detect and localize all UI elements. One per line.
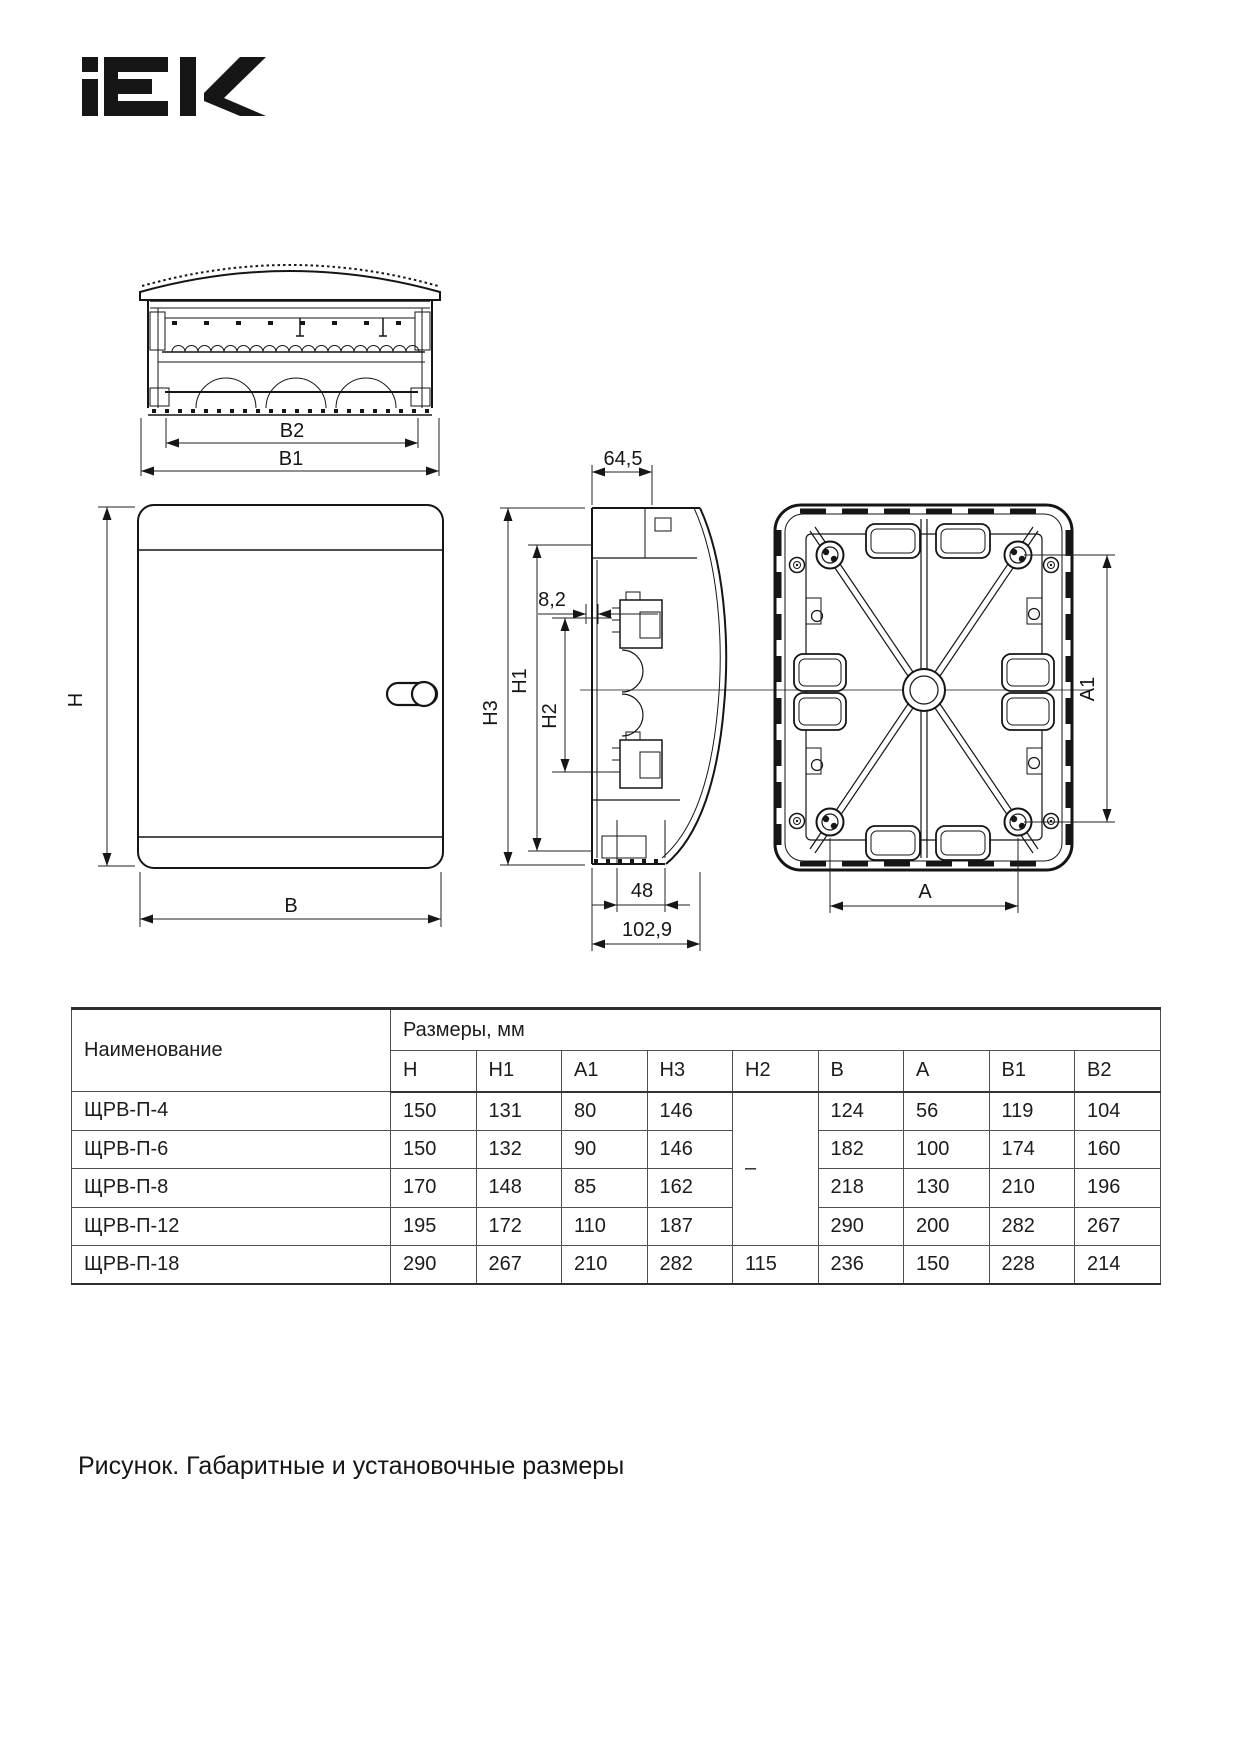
cell-h1: 172 (476, 1207, 562, 1246)
cell-a: 100 (904, 1130, 990, 1169)
cell-name: ЩРВ-П-8 (72, 1169, 391, 1208)
cell-h2: 115 (733, 1246, 819, 1285)
col-header-h: Н (391, 1051, 477, 1092)
cell-name: ЩРВ-П-18 (72, 1246, 391, 1285)
dim-h (65, 507, 135, 866)
door-lock (412, 682, 436, 706)
cell-a: 56 (904, 1092, 990, 1131)
cell-h: 150 (391, 1130, 477, 1169)
dim-b2 (166, 418, 418, 448)
cell-h3: 162 (647, 1169, 733, 1208)
cell-b1: 174 (989, 1130, 1075, 1169)
col-header-b2: В2 (1075, 1051, 1161, 1092)
col-header-h1: Н1 (476, 1051, 562, 1092)
cell-a: 130 (904, 1169, 990, 1208)
figure-caption: Рисунок. Габаритные и установочные размеры (78, 1452, 625, 1480)
cell-h3: 146 (647, 1130, 733, 1169)
cell-b1: 119 (989, 1092, 1075, 1131)
top-view (140, 265, 440, 476)
dim-label-a: A (918, 881, 932, 903)
col-header-b: В (818, 1051, 904, 1092)
cell-b1: 282 (989, 1207, 1075, 1246)
iek-logo (82, 57, 266, 116)
dim-label-b1: B1 (278, 448, 304, 470)
cell-name: ЩРВ-П-12 (72, 1207, 391, 1246)
cell-h1: 148 (476, 1169, 562, 1208)
cell-h1: 267 (476, 1246, 562, 1285)
col-header-a: А (904, 1051, 990, 1092)
cell-b2: 104 (1075, 1092, 1161, 1131)
dim-depth-top (592, 448, 652, 505)
dim-label-a1: A1 (1077, 676, 1099, 702)
cell-a1: 210 (562, 1246, 648, 1285)
table-row (72, 1092, 1161, 1131)
cell-name: ЩРВ-П-4 (72, 1092, 391, 1131)
col-header-h3: Н3 (647, 1051, 733, 1092)
col-header-a1: А1 (562, 1051, 648, 1092)
cell-h1: 132 (476, 1130, 562, 1169)
cell-a1: 85 (562, 1169, 648, 1208)
table-row (72, 1246, 1161, 1285)
dim-label-102-9: 102,9 (621, 919, 673, 941)
cell-b1: 228 (989, 1246, 1075, 1285)
col-header-sizes: Размеры, мм (391, 1009, 1161, 1051)
cell-h: 170 (391, 1169, 477, 1208)
col-header-name: Наименование (72, 1009, 391, 1092)
dim-label-8-2: 8,2 (538, 589, 566, 611)
cell-b: 290 (818, 1207, 904, 1246)
table-row (72, 1169, 1161, 1208)
dim-inner-depth (592, 868, 690, 912)
cell-name: ЩРВ-П-6 (72, 1130, 391, 1169)
cell-h2-merged: – (733, 1092, 819, 1246)
rear-view (775, 505, 1115, 913)
dim-h2 (539, 618, 612, 772)
dimensions-table (71, 1007, 1161, 1285)
cell-h3: 187 (647, 1207, 733, 1246)
cell-h1: 131 (476, 1092, 562, 1131)
col-header-b1: В1 (989, 1051, 1075, 1092)
table-row (72, 1130, 1161, 1169)
cell-b: 236 (818, 1246, 904, 1285)
dim-h3 (480, 508, 585, 865)
dim-label-h3: H3 (480, 700, 502, 726)
cell-b2: 214 (1075, 1246, 1161, 1285)
cell-b2: 160 (1075, 1130, 1161, 1169)
cell-b: 124 (818, 1092, 904, 1131)
dim-label-b2: B2 (279, 420, 305, 442)
cell-a: 200 (904, 1207, 990, 1246)
dim-label-64-5: 64,5 (603, 448, 643, 470)
cell-h: 195 (391, 1207, 477, 1246)
front-view (65, 505, 443, 927)
cell-b: 182 (818, 1130, 904, 1169)
cell-b2: 196 (1075, 1169, 1161, 1208)
cell-h3: 282 (647, 1246, 733, 1285)
cell-b2: 267 (1075, 1207, 1161, 1246)
dim-label-h1: H1 (509, 668, 531, 694)
cell-b1: 210 (989, 1169, 1075, 1208)
dim-label-b: B (284, 895, 298, 917)
dim-b (140, 872, 441, 927)
cell-h3: 146 (647, 1092, 733, 1131)
cell-a: 150 (904, 1246, 990, 1285)
dim-label-h: H (65, 692, 87, 708)
cell-h: 290 (391, 1246, 477, 1285)
cell-a1: 90 (562, 1130, 648, 1169)
cell-h: 150 (391, 1092, 477, 1131)
cell-b: 218 (818, 1169, 904, 1208)
col-header-h2: Н2 (733, 1051, 819, 1092)
cell-a1: 80 (562, 1092, 648, 1131)
cell-a1: 110 (562, 1207, 648, 1246)
table-row (72, 1207, 1161, 1246)
dim-label-48: 48 (630, 880, 654, 902)
dim-label-h2: H2 (539, 703, 561, 729)
